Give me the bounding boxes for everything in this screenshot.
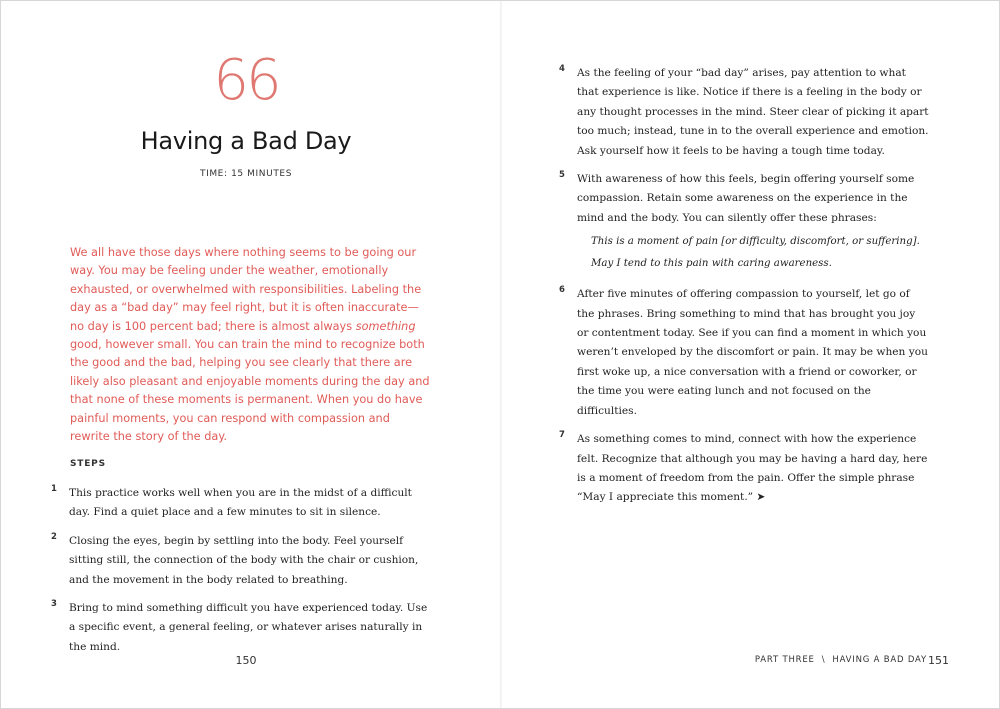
running-footer — [755, 655, 927, 665]
chapter-title: Having a Bad Day — [140, 127, 352, 155]
step-text: Closing the eyes, begin by settling into the body. Feel yourself sitting still, the connection of the body with the chair or cushion, and the movement in the body related to breathing. — [69, 534, 419, 586]
step-number: 2 — [51, 531, 57, 542]
running-footer-separator: \ — [821, 655, 826, 665]
intro-paragraph — [70, 244, 430, 446]
chapter-number: 66 — [213, 48, 279, 113]
step-text: Bring to mind something difficult you have experienced today. Use a specific event, a general feeling, or whatever arises naturally in the mind. — [69, 602, 428, 653]
step-item — [51, 531, 431, 589]
intro-text-part-2: good, however small. You can train the mind to recognize both the good and the bad, helping you see clearly that there are likely also pleasant and enjoyable moments during the day and that none of these moments is permanent. When you do have painful moments, you can respond with compassion and rewrite the story of the day. — [70, 338, 430, 444]
step-item — [51, 483, 431, 522]
step-item — [559, 429, 929, 507]
step-number: 5 — [559, 170, 565, 181]
step-number: 1 — [51, 484, 57, 494]
step-number: 6 — [559, 285, 565, 296]
step-item — [51, 598, 431, 656]
left-page — [1, 1, 500, 708]
compassion-phrases — [591, 231, 929, 275]
step-item — [559, 284, 929, 420]
step-text: After five minutes of offering compassion to yourself, let go of the phrases. Bring something to mind that has brought you joy or contentment today. See if you can find a moment in which you weren’t enveloped by the discomfort or pain. It may be when you first woke up, a nice conversation with a friend or coworker, or the time you were eating lunch and not focused on the difficulties. — [577, 288, 928, 417]
step-text: This practice works well when you are in the midst of a difficult day. Find a quiet place and a few minutes to sit in silence. — [69, 487, 412, 519]
step-number: 3 — [51, 599, 57, 610]
step-text: As the feeling of your “bad day” arises, pay attention to what that experience is like. Notice if there is a feeling in the body or any thought processes in the mind. Steer clear of picking it apart too much; instead, tune in to the overall experience and emotion. Ask yourself how it feels to be having a tough time today. — [577, 67, 929, 157]
phrase-line: May I tend to this pain with caring awareness. — [591, 258, 832, 270]
steps-heading: STEPS — [70, 459, 106, 469]
page-number-right: 151 — [928, 654, 949, 667]
page-number-left: 150 — [235, 654, 257, 667]
step-text: With awareness of how this feels, begin offering yourself some compassion. Retain some awareness on the experience in the mind and the body. You can silently offer these phrases: — [577, 173, 915, 224]
time-label: TIME: 15 MINUTES — [199, 169, 293, 179]
intro-emphasis: something — [355, 319, 416, 333]
step-item — [559, 63, 929, 160]
steps-list-right — [559, 63, 929, 516]
step-text: As something comes to mind, connect with how the experience felt. Recognize that although you may be having a hard day, here is a moment of freedom from the pain. Offer the simple phrase “May I appreciate this moment.” ➤ — [577, 433, 928, 504]
step-number: 4 — [559, 64, 565, 74]
right-page — [502, 1, 999, 708]
phrase-line: This is a moment of pain [or difficulty, discomfort, or suffering]. — [591, 236, 920, 248]
running-footer-part: PART THREE — [754, 655, 815, 665]
running-footer-section: HAVING A BAD DAY — [832, 655, 927, 665]
step-item — [559, 169, 929, 275]
step-number: 7 — [559, 430, 565, 441]
steps-list-left — [51, 483, 431, 665]
intro-text-part-1: We all have those days where nothing seems to be going our way. You may be feeling under the weather, emotionally exhausted, or overwhelmed with responsibilities. Labeling the day as a “bad day” may feel right, but it is often inaccurate—no day is 100 percent bad; there is almost always — [70, 246, 422, 333]
